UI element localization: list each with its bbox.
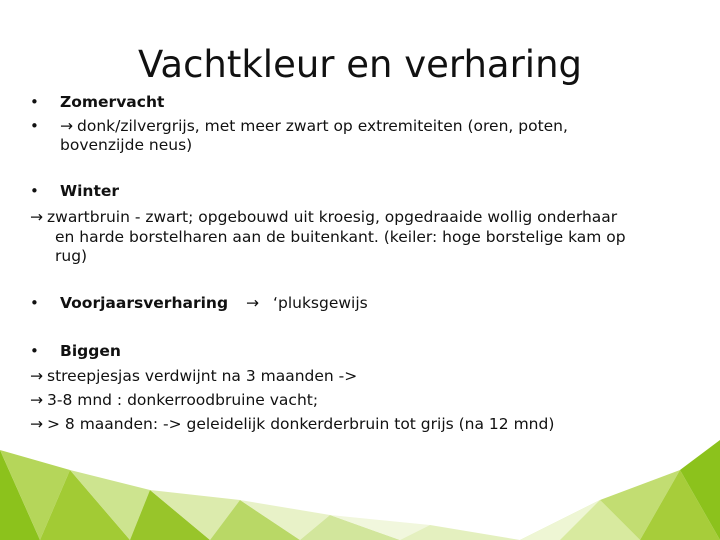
- arrow-icon: →: [30, 208, 43, 226]
- voorjaar-line: Voorjaarsverharing → ‘pluksgewijs: [60, 294, 368, 312]
- biggen-heading: Biggen: [60, 342, 121, 360]
- arrow-icon: →: [246, 294, 260, 312]
- bullet-zomer: •: [30, 93, 39, 111]
- biggen-line3: → > 8 maanden: -> geleidelijk donkerderbruin tot grijs (na 12 mnd): [30, 415, 555, 433]
- zomer-heading: Zomervacht: [60, 93, 165, 111]
- bullet-winter: •: [30, 182, 39, 200]
- bullet-zomer-detail: •: [30, 117, 39, 135]
- bullet-biggen: •: [30, 342, 39, 360]
- winter-line1: → zwartbruin - zwart; opgebouwd uit kroesig, opgedraaide wollig onderhaar: [30, 208, 618, 226]
- biggen-line1: → streepjesjas verdwijnt na 3 maanden ->: [30, 367, 358, 385]
- arrow-icon: →: [30, 415, 43, 433]
- decorative-triangles: [0, 430, 720, 540]
- winter-line2: en harde borstelharen aan de buitenkant. (keiler: hoge borstelige kam op: [55, 228, 626, 246]
- biggen-line2: → 3-8 mnd : donkerroodbruine vacht;: [30, 391, 319, 409]
- arrow-icon: →: [30, 391, 43, 409]
- zomer-line2: bovenzijde neus): [60, 136, 193, 154]
- winter-line3: rug): [55, 247, 88, 265]
- bullet-voorjaar: •: [30, 294, 39, 312]
- zomer-line1: → donk/zilvergrijs, met meer zwart op extremiteiten (oren, poten,: [60, 117, 568, 135]
- arrow-icon: →: [30, 367, 43, 385]
- winter-heading: Winter: [60, 182, 120, 200]
- slide-title: Vachtkleur en verharing: [137, 43, 583, 86]
- arrow-icon: →: [60, 117, 73, 135]
